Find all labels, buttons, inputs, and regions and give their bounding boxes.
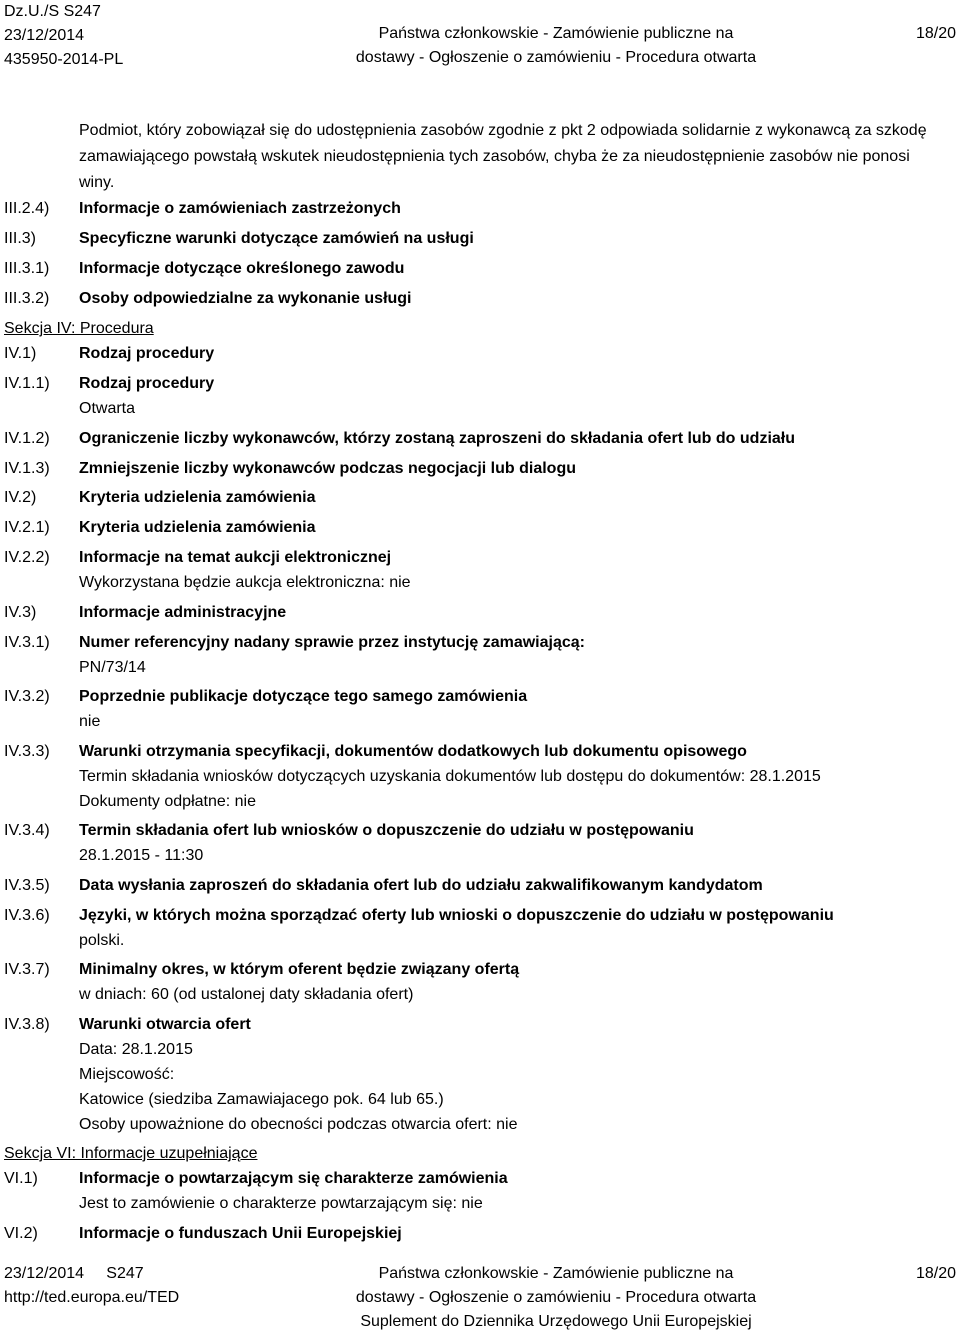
item-number: IV.3.4) <box>4 822 50 839</box>
notice-id: 435950-2014-PL <box>4 51 124 68</box>
item-number: IV.3.7) <box>4 961 50 978</box>
item-value: Dokumenty odpłatne: nie <box>79 793 256 810</box>
footer-title-line-1: Państwa członkowskie - Zamówienie publiczne na <box>378 1265 734 1282</box>
item-title: Termin składania ofert lub wniosków o dopuszczenie do udziału w postępowaniu <box>79 822 694 839</box>
header-title-line-2: dostawy - Ogłoszenie o zamówieniu - Procedura otwarta <box>355 49 757 66</box>
item-value: Termin składania wniosków dotyczących uzyskania dokumentów lub dostępu do dokumentów: 28.1.2015 <box>79 768 821 785</box>
item-number: IV.3.1) <box>4 634 50 651</box>
section-heading: Sekcja VI: Informacje uzupełniające <box>4 1145 258 1162</box>
item-title: Informacje o funduszach Unii Europejskiej <box>79 1225 402 1242</box>
item-value: Otwarta <box>79 400 136 417</box>
item-number: III.3.1) <box>4 260 50 277</box>
footer-url[interactable]: http://ted.europa.eu/TED <box>4 1289 180 1306</box>
item-value: Wykorzystana będzie aukcja elektroniczna: nie <box>79 574 411 591</box>
intro-paragraph: Podmiot, który zobowiązał się do udostępnienia zasobów zgodnie z pkt 2 odpowiada solidarnie z wykonawcą za szkodę zamawiającego powstałą wskutek nieudostępnienia tych zasobów, chyba że za nieudostępnienie zasobów nie ponosi winy. <box>79 122 927 191</box>
item-title: Ograniczenie liczby wykonawców, którzy zostaną zaproszeni do składania ofert lub do udziału <box>79 430 795 447</box>
item-title: Osoby odpowiedzialne za wykonanie usługi <box>79 290 412 307</box>
item-number: IV.2.2) <box>4 549 50 566</box>
page-header <box>0 0 960 70</box>
item-number: IV.2) <box>4 489 37 506</box>
item-number: IV.3) <box>4 604 37 621</box>
footer-title <box>280 1262 832 1334</box>
item-number: IV.3.8) <box>4 1016 50 1033</box>
header-title-line-1: Państwa członkowskie - Zamówienie publiczne na <box>378 25 734 42</box>
item-number: IV.1) <box>4 345 37 362</box>
item-title: Informacje dotyczące określonego zawodu <box>79 260 405 277</box>
header-date: 23/12/2014 <box>4 27 85 44</box>
footer-title-line-3: Suplement do Dziennika Urzędowego Unii Europejskiej <box>360 1313 752 1330</box>
item-value: PN/73/14 <box>79 659 146 676</box>
footer-page-number: 18/20 <box>915 1265 956 1282</box>
item-value: 28.1.2015 - 11:30 <box>79 847 204 864</box>
item-value: Miejscowość: <box>79 1066 175 1083</box>
item-value: nie <box>79 713 101 730</box>
item-number: IV.3.5) <box>4 877 50 894</box>
header-left <box>4 0 123 72</box>
item-title: Warunki otrzymania specyfikacji, dokumentów dodatkowych lub dokumentu opisowego <box>79 743 747 760</box>
item-number: III.3.2) <box>4 290 50 307</box>
item-number: IV.1.2) <box>4 430 50 447</box>
item-number: III.2.4) <box>4 200 50 217</box>
item-title: Zmniejszenie liczby wykonawców podczas negocjacji lub dialogu <box>79 460 576 477</box>
doc-reference: Dz.U./S S247 <box>4 3 101 20</box>
item-value: w dniach: 60 (od ustalonej daty składania ofert) <box>79 986 414 1003</box>
item-number: III.3) <box>4 230 37 247</box>
footer-title-line-2: dostawy - Ogłoszenie o zamówieniu - Procedura otwarta <box>355 1289 757 1306</box>
item-title: Minimalny okres, w którym oferent będzie związany ofertą <box>79 961 520 978</box>
page-footer <box>0 1262 960 1334</box>
item-title: Numer referencyjny nadany sprawie przez instytucję zamawiającą: <box>79 634 585 651</box>
item-value: Osoby upoważnione do obecności podczas otwarcia ofert: nie <box>79 1116 518 1133</box>
item-number: VI.1) <box>4 1170 38 1187</box>
item-number: IV.2.1) <box>4 519 50 536</box>
item-value: polski. <box>79 932 125 949</box>
item-value: Jest to zamówienie o charakterze powtarzającym się: nie <box>79 1195 483 1212</box>
item-title: Informacje administracyjne <box>79 604 287 621</box>
item-title: Specyficzne warunki dotyczące zamówień na usługi <box>79 230 474 247</box>
item-title: Warunki otwarcia ofert <box>79 1016 251 1033</box>
item-title: Poprzednie publikacje dotyczące tego samego zamówienia <box>79 688 528 705</box>
item-number: IV.3.2) <box>4 688 50 705</box>
item-number: IV.3.3) <box>4 743 50 760</box>
item-title: Języki, w których można sporządzać oferty lub wnioski o dopuszczenie do udziału w postępowaniu <box>79 907 834 924</box>
footer-left <box>4 1262 179 1310</box>
item-number: IV.1.3) <box>4 460 50 477</box>
item-title: Rodzaj procedury <box>79 375 215 392</box>
item-number: VI.2) <box>4 1225 38 1242</box>
item-number: IV.3.6) <box>4 907 50 924</box>
item-value: Data: 28.1.2015 <box>79 1041 193 1058</box>
footer-date-ref: 23/12/2014 S247 <box>4 1265 144 1282</box>
item-title: Informacje o powtarzającym się charakterze zamówienia <box>79 1170 508 1187</box>
item-title: Rodzaj procedury <box>79 345 215 362</box>
item-title: Data wysłania zaproszeń do składania ofert lub do udziału zakwalifikowanym kandydatom <box>79 877 763 894</box>
item-title: Kryteria udzielenia zamówienia <box>79 519 316 536</box>
header-page-number: 18/20 <box>915 25 956 42</box>
item-value: Katowice (siedziba Zamawiajacego pok. 64 lub 65.) <box>79 1091 444 1108</box>
item-number: IV.1.1) <box>4 375 50 392</box>
item-title: Kryteria udzielenia zamówienia <box>79 489 316 506</box>
section-heading: Sekcja IV: Procedura <box>4 320 154 337</box>
item-title: Informacje na temat aukcji elektronicznej <box>79 549 392 566</box>
header-title <box>280 22 832 70</box>
item-title: Informacje o zamówieniach zastrzeżonych <box>79 200 401 217</box>
